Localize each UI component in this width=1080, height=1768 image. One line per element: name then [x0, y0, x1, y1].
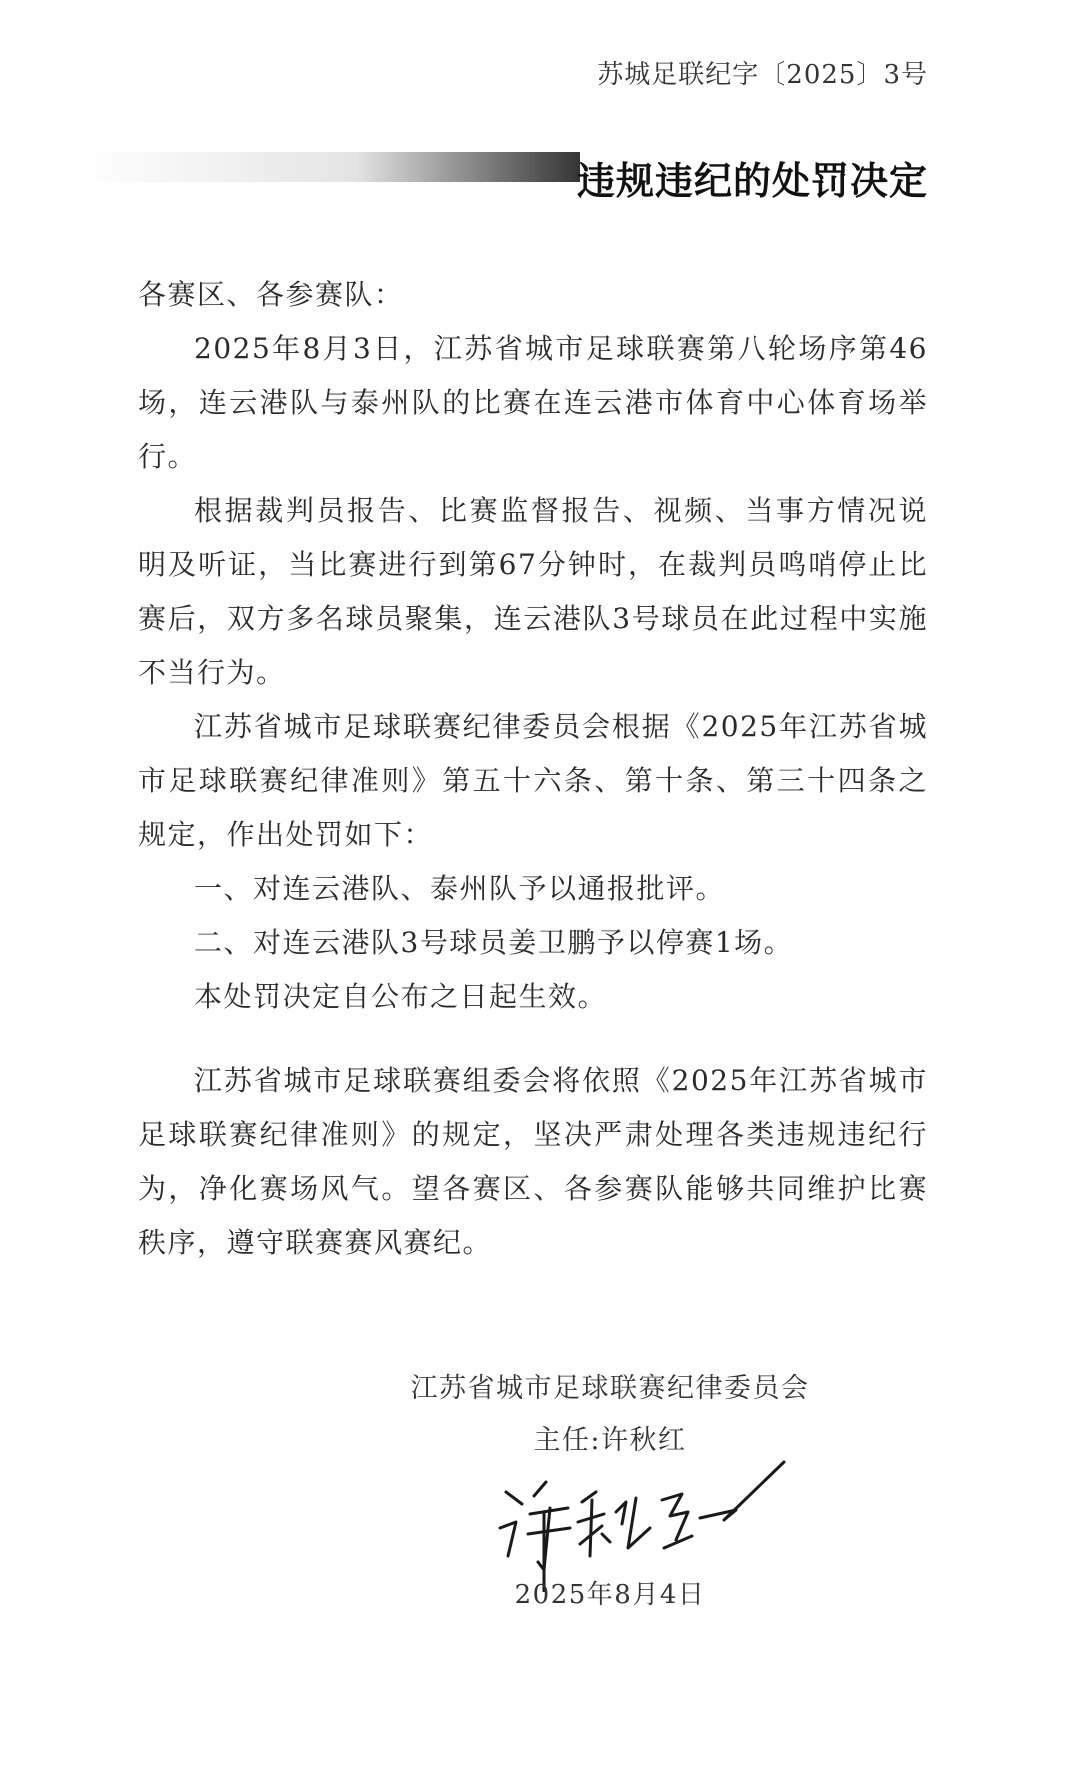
salutation: 各赛区、各参赛队： — [138, 278, 404, 311]
signing-chair: 主任:许秋红 — [533, 1425, 687, 1456]
title-decoration-bar — [80, 152, 580, 182]
penalty-item-2: 二、对连云港队3号球员姜卫鹏予以停赛1场。 — [194, 926, 794, 959]
closing-paragraph: 江苏省城市足球联赛组委会将依照《2025年江苏省城市足球联赛纪律准则》的规定，坚决严肃处理各类违规违纪行为，净化赛场风气。望各赛区、各参赛队能够共同维护比赛秩序，遵守联赛赛风赛纪。 — [138, 1064, 928, 1259]
paragraph-match-info: 2025年8月3日，江苏省城市足球联赛第八轮场序第46场，连云港队与泰州队的比赛在连云港市体育中心体育场举行。 — [138, 332, 928, 473]
page-title: 违规违纪的处罚决定 — [576, 158, 928, 203]
signing-date: 2025年8月4日 — [514, 1580, 706, 1610]
paragraph-incident: 根据裁判员报告、比赛监督报告、视频、当事方情况说明及听证，当比赛进行到第67分钟时，在裁判员鸣哨停止比赛后，双方多名球员聚集，连云港队3号球员在此过程中实施不当行为。 — [138, 494, 928, 689]
penalty-item-1: 一、对连云港队、泰州队予以通报批评。 — [194, 872, 726, 905]
signing-organization: 江苏省城市足球联赛纪律委员会 — [410, 1373, 810, 1404]
paragraph-decision-basis: 江苏省城市足球联赛纪律委员会根据《2025年江苏省城市足球联赛纪律准则》第五十六条、第十条、第三十四条之规定，作出处罚如下： — [138, 710, 928, 851]
effective-statement: 本处罚决定自公布之日起生效。 — [194, 980, 608, 1013]
handwritten-signature — [486, 1452, 786, 1592]
document-number: 苏城足联纪字〔2025〕3号 — [597, 60, 928, 90]
document-body — [138, 268, 928, 1270]
